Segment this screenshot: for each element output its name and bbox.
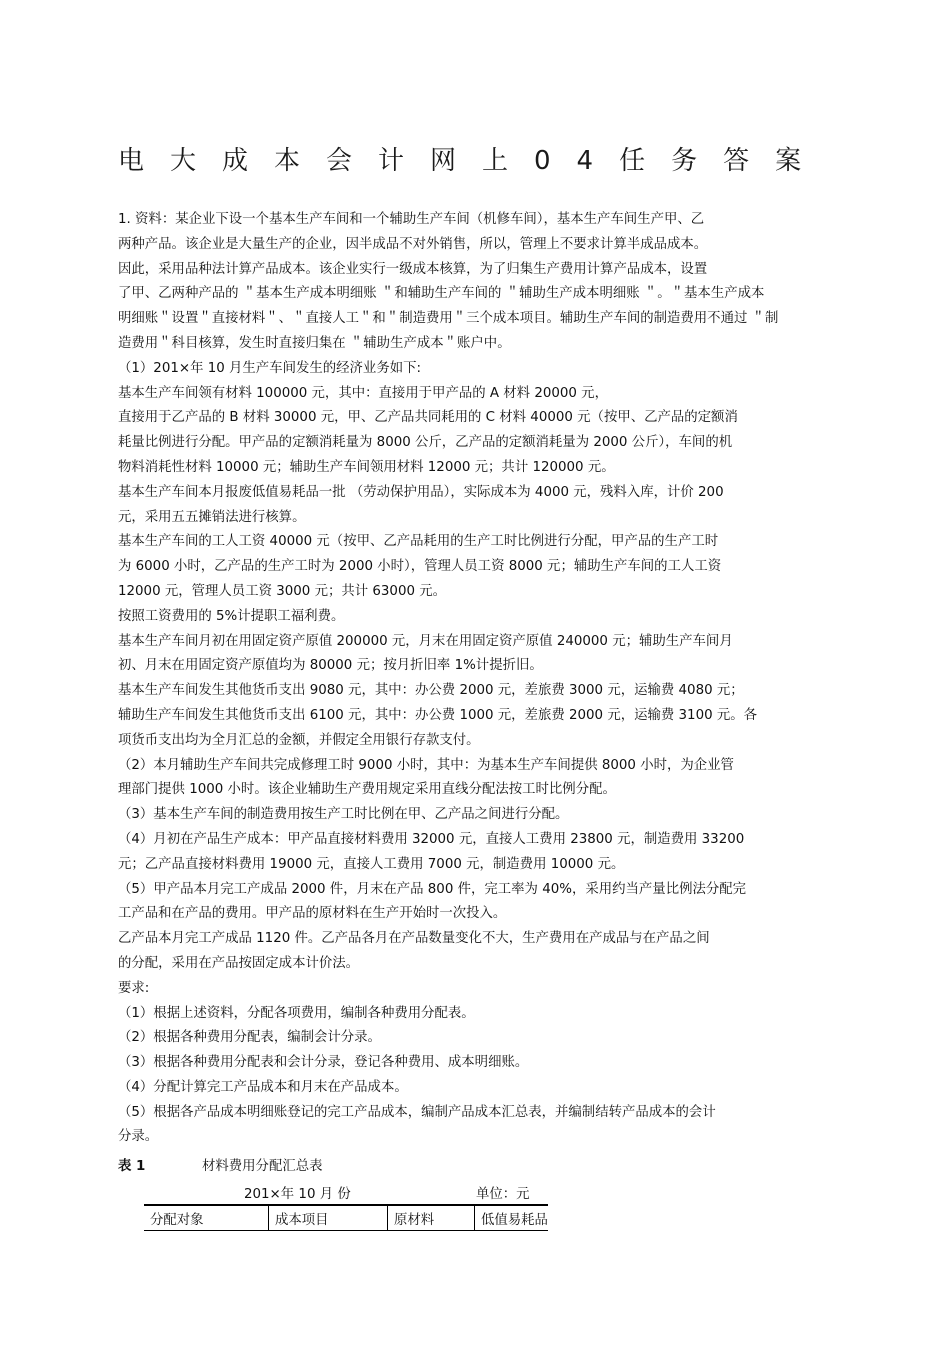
- body-line: 分录。: [118, 1129, 159, 1145]
- column-header: 成本项目: [269, 1205, 388, 1231]
- table-caption: [118, 1155, 323, 1174]
- document-body: [118, 208, 838, 1150]
- body-line: 因此，采用品种法计算产品成本。该企业实行一级成本核算，为了归集生产费用计算产品成本，设置: [118, 261, 708, 277]
- body-line: （4）分配计算完工产品成本和月末在产品成本。: [118, 1079, 408, 1095]
- table-number: 表 1: [118, 1159, 146, 1174]
- body-line: 了甲、乙两种产品的 ＂基本生产成本明细账 ＂和辅助生产车间的 ＂辅助生产成本明细账 ＂。＂基本生产成本: [118, 286, 765, 302]
- body-line: 工产品和在产品的费用。甲产品的原材料在生产开始时一次投入。: [118, 906, 507, 922]
- body-line: （5）根据各产品成本明细账登记的完工产品成本，编制产品成本汇总表，并编制结转产品成本的会计: [118, 1104, 716, 1120]
- body-line: （2）根据各种费用分配表，编制会计分录。: [118, 1030, 381, 1046]
- body-line: 为 6000 小时，乙产品的生产工时为 2000 小时），管理人员工资 8000 元；辅助生产车间的工人工资: [118, 559, 722, 575]
- body-line: 两种产品。该企业是大量生产的企业，因半成品不对外销售，所以，管理上不要求计算半成品成本。: [118, 236, 708, 252]
- column-header: 分配对象: [150, 1212, 204, 1228]
- body-line: 1. 资料：某企业下设一个基本生产车间和一个辅助生产车间（机修车间），基本生产车间生产甲、乙: [118, 212, 705, 227]
- body-line: 耗量比例进行分配。甲产品的定额消耗量为 8000 公斤，乙产品的定额消耗量为 2000 公斤），车间的机: [118, 435, 733, 451]
- document-title: 电大成本会计网上04任务答案: [118, 146, 828, 176]
- material-cost-table: [144, 1204, 548, 1231]
- body-line: 物料消耗性材料 10000 元；辅助生产车间领用材料 12000 元；共计 120000 元。: [118, 459, 615, 475]
- column-header: 低值易耗品: [475, 1205, 549, 1231]
- column-header: 原材料: [388, 1205, 475, 1231]
- body-line: 直接用于乙产品的 B 材料 30000 元，甲、乙产品共同耗用的 C 材料 40000 元（按甲、乙产品的定额消: [118, 410, 738, 426]
- body-line: 基本生产车间领有材料 100000 元，其中：直接用于甲产品的 A 材料 20000 元，: [118, 385, 608, 401]
- body-line: 基本生产车间本月报废低值易耗品一批 （劳动保护用品），实际成本为 4000 元，残料入库，计价 200: [118, 484, 724, 500]
- body-line: （5）甲产品本月完工产成品 2000 件，月末在产品 800 件，完工率为 40%，采用约当产量比例法分配完: [118, 881, 747, 897]
- body-line: （4）月初在产品生产成本：甲产品直接材料费用 32000 元，直接人工费用 23800 元，制造费用 33200: [118, 831, 745, 847]
- body-line: 元，采用五五摊销法进行核算。: [118, 509, 306, 525]
- body-line: 按照工资费用的 5%计提职工福利费。: [118, 608, 345, 624]
- body-line: （2）本月辅助生产车间共完成修理工时 9000 小时，其中：为基本生产车间提供 8000 小时，为企业管: [118, 757, 734, 773]
- body-line: 要求:: [118, 980, 150, 996]
- body-line: （3）根据各种费用分配表和会计分录，登记各种费用、成本明细账。: [118, 1055, 529, 1071]
- body-line: 基本生产车间的工人工资 40000 元（按甲、乙产品耗用的生产工时比例进行分配，甲产品的生产工时: [118, 534, 719, 550]
- body-line: （3）基本生产车间的制造费用按生产工时比例在甲、乙产品之间进行分配。: [118, 807, 569, 823]
- table-period: 201×年 10 月 份: [244, 1187, 351, 1202]
- table-header-row: [144, 1205, 548, 1231]
- table-title: 材料费用分配汇总表: [202, 1159, 323, 1174]
- body-line: （1）201×年 10 月生产车间发生的经济业务如下:: [118, 360, 422, 376]
- body-line: 基本生产车间月初在用固定资产原值 200000 元，月末在用固定资产原值 240000 元；辅助生产车间月: [118, 633, 733, 649]
- body-line: 项货币支出均为全月汇总的金额，并假定全用银行存款支付。: [118, 732, 480, 748]
- body-line: 元；乙产品直接材料费用 19000 元，直接人工费用 7000 元，制造费用 10000 元。: [118, 856, 625, 872]
- table-unit: 单位：元: [476, 1187, 530, 1202]
- body-line: 乙产品本月完工产成品 1120 件。乙产品各月在产品数量变化不大，生产费用在产成品与在产品之间: [118, 931, 710, 947]
- body-line: 12000 元，管理人员工资 3000 元；共计 63000 元。: [118, 583, 447, 599]
- body-line: 造费用＂科目核算，发生时直接归集在 ＂辅助生产成本＂账户中。: [118, 335, 511, 351]
- body-line: 初、月末在用固定资产原值均为 80000 元；按月折旧率 1%计提折旧。: [118, 658, 543, 674]
- body-line: 的分配，采用在产品按固定成本计价法。: [118, 955, 360, 971]
- body-line: 基本生产车间发生其他货币支出 9080 元，其中：办公费 2000 元，差旅费 3000 元，运输费 4080 元；: [118, 683, 744, 699]
- body-line: 理部门提供 1000 小时。该企业辅助生产费用规定采用直线分配法按工时比例分配。: [118, 782, 616, 798]
- body-line: 明细账＂设置＂直接材料＂、＂直接人工＂和＂制造费用＂三个成本项目。辅助生产车间的制造费用不通过 ＂制: [118, 311, 779, 327]
- body-line: 辅助生产车间发生其他货币支出 6100 元，其中：办公费 1000 元，差旅费 2000 元，运输费 3100 元。各: [118, 707, 758, 723]
- body-line: （1）根据上述资料，分配各项费用，编制各种费用分配表。: [118, 1005, 475, 1021]
